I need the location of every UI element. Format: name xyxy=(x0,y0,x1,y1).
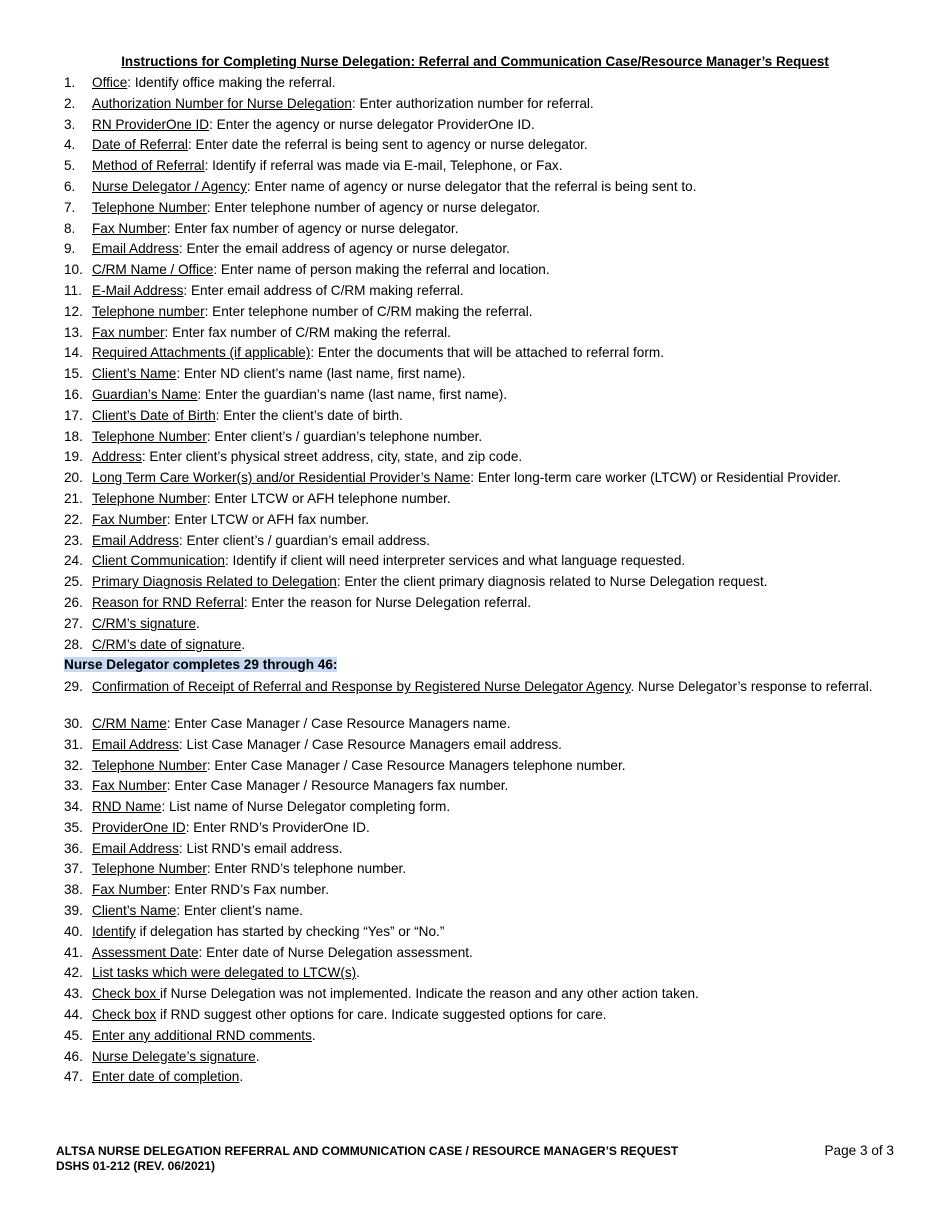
item-term: RN ProviderOne ID xyxy=(92,116,210,132)
item-text xyxy=(92,861,882,877)
item-number: 12. xyxy=(64,303,83,319)
item-text xyxy=(92,737,882,753)
item-description: : Enter the client primary diagnosis related to Nurse Delegation request. xyxy=(336,574,768,590)
item-description: . xyxy=(196,615,200,631)
item-number: 10. xyxy=(64,262,83,278)
item-number: 21. xyxy=(64,490,83,506)
item-term: Fax Number xyxy=(92,778,167,794)
item-text xyxy=(92,965,882,981)
item-term: Fax Number xyxy=(92,511,167,527)
item-text xyxy=(92,716,882,732)
item-text xyxy=(92,387,882,403)
item-term: Check box xyxy=(92,986,161,1002)
list-item xyxy=(64,1007,894,1028)
item-description: . Nurse Delegator’s response to referral. xyxy=(630,679,873,695)
list-item xyxy=(64,449,894,470)
item-description: : Enter telephone number of agency or nurse delegator. xyxy=(206,199,541,215)
item-text xyxy=(92,325,882,341)
item-term: Fax number xyxy=(92,324,165,340)
item-number: 40. xyxy=(64,923,83,939)
item-term: Email Address xyxy=(92,241,179,257)
list-item xyxy=(64,387,894,408)
item-text xyxy=(92,595,882,611)
item-term: C/RM Name xyxy=(92,715,167,731)
item-text xyxy=(92,841,882,857)
item-number: 28. xyxy=(64,636,83,652)
item-text xyxy=(92,574,882,590)
item-number: 27. xyxy=(64,615,83,631)
item-number: 23. xyxy=(64,532,83,548)
item-term: List tasks which were delegated to LTCW(s) xyxy=(92,965,357,981)
item-number: 26. xyxy=(64,594,83,610)
item-term: Required Attachments (if applicable) xyxy=(92,345,311,361)
item-term: Telephone Number xyxy=(92,428,207,444)
item-text xyxy=(92,304,882,320)
item-description: : Enter name of agency or nurse delegator that the referral is being sent to. xyxy=(246,178,697,194)
item-description: : Enter client’s / guardian’s email address. xyxy=(178,532,431,548)
item-number: 19. xyxy=(64,449,83,465)
item-term: Method of Referral xyxy=(92,158,205,174)
item-description: : Enter date the referral is being sent to agency or nurse delegator. xyxy=(187,137,588,153)
footer-form-info xyxy=(56,1144,678,1173)
item-number: 30. xyxy=(64,715,83,731)
item-text xyxy=(92,616,882,632)
item-number: 25. xyxy=(64,574,83,590)
item-description: : List RND’s email address. xyxy=(178,840,343,856)
list-item xyxy=(64,221,894,242)
item-number: 44. xyxy=(64,1007,83,1023)
item-description: : Enter RND’s Fax number. xyxy=(166,882,329,898)
item-description: : Enter fax number of agency or nurse delegator. xyxy=(166,220,459,236)
item-text xyxy=(92,799,882,815)
item-description: : Enter the reason for Nurse Delegation referral. xyxy=(243,594,531,610)
item-text xyxy=(92,820,882,836)
list-item xyxy=(64,429,894,450)
list-item xyxy=(64,1069,894,1090)
item-term: Fax Number xyxy=(92,220,167,236)
item-number: 13. xyxy=(64,324,83,340)
item-number: 42. xyxy=(64,965,83,981)
item-term: C/RM’s signature xyxy=(92,615,197,631)
item-text xyxy=(92,221,882,237)
item-term: Confirmation of Receipt of Referral and Response by Registered Nurse Delegator Agency xyxy=(92,679,631,695)
item-description: : Enter email address of C/RM making referral. xyxy=(183,282,464,298)
item-number: 14. xyxy=(64,345,83,361)
item-term: Client’s Name xyxy=(92,903,177,919)
item-description: : Enter fax number of C/RM making the referral. xyxy=(164,324,451,340)
item-description: : Enter the agency or nurse delegator ProviderOne ID. xyxy=(209,116,535,132)
item-number: 41. xyxy=(64,944,83,960)
item-term: RND Name xyxy=(92,799,162,815)
item-term: Email Address xyxy=(92,840,179,856)
item-text xyxy=(92,262,882,278)
item-term: Date of Referral xyxy=(92,137,188,153)
item-text xyxy=(92,345,882,361)
item-description: : Enter name of person making the referral and location. xyxy=(213,262,550,278)
item-term: Address xyxy=(92,449,142,465)
list-item xyxy=(64,345,894,366)
list-item xyxy=(64,882,894,903)
item-text xyxy=(92,512,882,528)
list-item xyxy=(64,158,894,179)
list-item xyxy=(64,986,894,1007)
item-description: : Enter RND’s telephone number. xyxy=(206,861,407,877)
item-term: Fax Number xyxy=(92,882,167,898)
item-term: Office xyxy=(92,75,128,90)
item-term: Telephone Number xyxy=(92,757,207,773)
item-number: 7. xyxy=(64,199,76,215)
item-description: . xyxy=(311,1027,316,1043)
item-description: : Enter date of Nurse Delegation assessment. xyxy=(198,944,473,960)
list-item xyxy=(64,965,894,986)
list-item xyxy=(64,304,894,325)
item-text xyxy=(92,241,882,257)
list-item xyxy=(64,137,894,158)
item-number: 3. xyxy=(64,116,76,132)
list-item xyxy=(64,533,894,554)
list-item xyxy=(64,512,894,533)
item-description: : Identify office making the referral. xyxy=(127,75,336,90)
item-description: : Enter LTCW or AFH fax number. xyxy=(166,511,370,527)
item-description: : Identify if client will need interpreter services and what language requested. xyxy=(224,553,686,569)
list-item xyxy=(64,75,894,96)
item-description: . xyxy=(241,636,246,652)
item-text xyxy=(92,96,882,112)
item-term: Reason for RND Referral xyxy=(92,594,244,610)
item-description: : Enter Case Manager / Case Resource Managers name. xyxy=(166,715,511,731)
item-text xyxy=(92,637,882,653)
item-text xyxy=(92,158,882,174)
item-description: : Enter the email address of agency or nurse delegator. xyxy=(178,241,510,257)
list-item xyxy=(64,861,894,882)
item-text xyxy=(92,679,882,695)
list-item xyxy=(64,595,894,616)
list-item xyxy=(64,574,894,595)
item-text xyxy=(92,986,882,1002)
item-number: 6. xyxy=(64,178,76,194)
item-description: : Enter client’s / guardian’s telephone number. xyxy=(206,428,483,444)
item-text xyxy=(92,553,882,569)
item-term: Enter any additional RND comments xyxy=(92,1027,312,1043)
item-text xyxy=(92,75,882,91)
list-item xyxy=(64,737,894,758)
list-item xyxy=(64,716,894,737)
item-text xyxy=(92,1049,882,1065)
item-text xyxy=(92,470,882,486)
list-item xyxy=(64,553,894,574)
item-number: 43. xyxy=(64,986,83,1002)
list-item xyxy=(64,799,894,820)
list-item xyxy=(64,491,894,512)
item-description: : Enter telephone number of C/RM making the referral. xyxy=(204,303,533,319)
nurse-delegator-subheading xyxy=(64,657,894,679)
item-number: 4. xyxy=(64,137,76,153)
item-description: . xyxy=(255,1048,260,1064)
item-number: 34. xyxy=(64,799,83,815)
item-term: Enter date of completion xyxy=(92,1069,240,1085)
item-number: 1. xyxy=(64,75,76,90)
item-description: : Enter LTCW or AFH telephone number. xyxy=(206,490,451,506)
item-description: . xyxy=(356,965,360,981)
list-item xyxy=(64,758,894,779)
item-number: 15. xyxy=(64,366,83,382)
list-item xyxy=(64,96,894,117)
item-term: ProviderOne ID xyxy=(92,819,186,835)
subheading-text: Nurse Delegator completes 29 through 46: xyxy=(64,657,338,673)
item-number: 9. xyxy=(64,241,76,257)
item-term: Client Communication xyxy=(92,553,225,569)
item-term: Telephone Number xyxy=(92,490,207,506)
item-text xyxy=(92,366,882,382)
footer-form-title: ALTSA NURSE DELEGATION REFERRAL AND COMMUNICATION CASE / RESOURCE MANAGER’S REQUEST xyxy=(56,1144,679,1158)
item-term: C/RM’s date of signature xyxy=(92,636,242,652)
item-term: E-Mail Address xyxy=(92,282,184,298)
item-number: 45. xyxy=(64,1027,83,1043)
item-text xyxy=(92,903,882,919)
item-description: : Enter the guardian’s name (last name, first name). xyxy=(197,386,508,402)
list-item xyxy=(64,903,894,924)
item-description: : Enter client’s physical street address, city, state, and zip code. xyxy=(141,449,523,465)
item-text xyxy=(92,924,882,940)
item-term: Nurse Delegate’s signature xyxy=(92,1048,256,1064)
list-item xyxy=(64,778,894,799)
item-text xyxy=(92,533,882,549)
item-number: 8. xyxy=(64,220,76,236)
item-text xyxy=(92,1007,882,1023)
item-term: Primary Diagnosis Related to Delegation xyxy=(92,574,337,590)
item-term: Telephone Number xyxy=(92,199,207,215)
list-item xyxy=(64,637,894,658)
list-item xyxy=(64,841,894,862)
list-item xyxy=(64,820,894,841)
item-number: 31. xyxy=(64,736,83,752)
item-text xyxy=(92,283,882,299)
item-term: Telephone Number xyxy=(92,861,207,877)
item-description: : Enter authorization number for referral. xyxy=(351,95,594,111)
item-text xyxy=(92,449,882,465)
item-text xyxy=(92,491,882,507)
item-description: : Enter the documents that will be attached to referral form. xyxy=(310,345,664,361)
item-text xyxy=(92,117,882,133)
item-number: 5. xyxy=(64,158,76,174)
list-item xyxy=(64,283,894,304)
item-text xyxy=(92,1069,882,1085)
item-number: 35. xyxy=(64,819,83,835)
list-item xyxy=(64,1049,894,1070)
list-item xyxy=(64,408,894,429)
item-description: : Identify if referral was made via E-mail, Telephone, or Fax. xyxy=(204,158,563,174)
item-description: : List name of Nurse Delegator completing form. xyxy=(161,799,451,815)
list-item xyxy=(64,470,894,491)
instructions-list xyxy=(64,75,894,1090)
item-number: 32. xyxy=(64,757,83,773)
item-term: Assessment Date xyxy=(92,944,199,960)
item-term: Long Term Care Worker(s) and/or Residential Provider’s Name xyxy=(92,470,471,486)
instructions-part-2 xyxy=(64,679,894,1090)
item-number: 38. xyxy=(64,882,83,898)
item-text xyxy=(92,200,882,216)
item-text xyxy=(92,945,882,961)
list-item xyxy=(64,679,894,716)
item-text xyxy=(92,778,882,794)
item-term: Nurse Delegator / Agency xyxy=(92,178,247,194)
item-number: 17. xyxy=(64,407,83,423)
item-description: : Enter client’s name. xyxy=(176,903,304,919)
list-item xyxy=(64,616,894,637)
item-number: 39. xyxy=(64,903,83,919)
item-number: 20. xyxy=(64,470,83,486)
item-description: : Enter the client’s date of birth. xyxy=(215,407,403,423)
instructions-part-1 xyxy=(64,75,894,657)
page-title: Instructions for Completing Nurse Delegation: Referral and Communication Case/Resource Manager’s Request xyxy=(121,54,829,69)
item-number: 2. xyxy=(64,95,76,111)
item-term: C/RM Name / Office xyxy=(92,262,214,278)
item-number: 47. xyxy=(64,1069,83,1085)
item-text xyxy=(92,408,882,424)
item-description: : List Case Manager / Case Resource Managers email address. xyxy=(178,736,562,752)
item-description: : Enter Case Manager / Resource Managers fax number. xyxy=(166,778,509,794)
item-number: 37. xyxy=(64,861,83,877)
list-item xyxy=(64,262,894,283)
item-text xyxy=(92,1028,882,1044)
item-description: : Enter RND’s ProviderOne ID. xyxy=(185,819,370,835)
item-number: 22. xyxy=(64,511,83,527)
item-number: 29. xyxy=(64,679,83,695)
item-term: Client’s Date of Birth xyxy=(92,407,216,423)
item-description: if delegation has started by checking “Yes” or “No.” xyxy=(135,923,445,939)
list-item xyxy=(64,241,894,262)
list-item xyxy=(64,366,894,387)
item-term: Email Address xyxy=(92,532,179,548)
item-term: Guardian’s Name xyxy=(92,386,198,402)
item-term: Check box xyxy=(92,1007,157,1023)
item-description: : Enter Case Manager / Case Resource Managers telephone number. xyxy=(206,757,626,773)
item-number: 36. xyxy=(64,840,83,856)
item-term: Identify xyxy=(92,923,136,939)
item-number: 16. xyxy=(64,386,83,402)
list-item xyxy=(64,179,894,200)
item-number: 33. xyxy=(64,778,83,794)
item-term: Telephone number xyxy=(92,303,205,319)
list-item xyxy=(64,1028,894,1049)
item-text xyxy=(92,758,882,774)
item-description: : Enter ND client’s name (last name, first name). xyxy=(176,366,466,382)
list-item xyxy=(64,325,894,346)
item-description: . xyxy=(239,1069,244,1085)
item-term: Email Address xyxy=(92,736,179,752)
item-number: 46. xyxy=(64,1048,83,1064)
item-number: 11. xyxy=(64,282,82,298)
item-description: : Enter long-term care worker (LTCW) or Residential Provider. xyxy=(470,470,841,486)
item-term: Authorization Number for Nurse Delegation xyxy=(92,95,352,111)
list-item xyxy=(64,117,894,138)
page-number: Page 3 of 3 xyxy=(824,1143,894,1158)
item-text xyxy=(92,882,882,898)
list-item xyxy=(64,945,894,966)
item-description: if RND suggest other options for care. Indicate suggested options for care. xyxy=(156,1007,607,1023)
list-item xyxy=(64,924,894,945)
item-text xyxy=(92,137,882,153)
list-item xyxy=(64,200,894,221)
item-text xyxy=(92,429,882,445)
footer-form-number: DSHS 01-212 (REV. 06/2021) xyxy=(56,1158,215,1173)
item-number: 24. xyxy=(64,553,83,569)
item-description: if Nurse Delegation was not implemented. Indicate the reason and any other action taken. xyxy=(160,986,699,1002)
item-text xyxy=(92,179,882,195)
item-term: Client’s Name xyxy=(92,366,177,382)
item-number: 18. xyxy=(64,428,83,444)
